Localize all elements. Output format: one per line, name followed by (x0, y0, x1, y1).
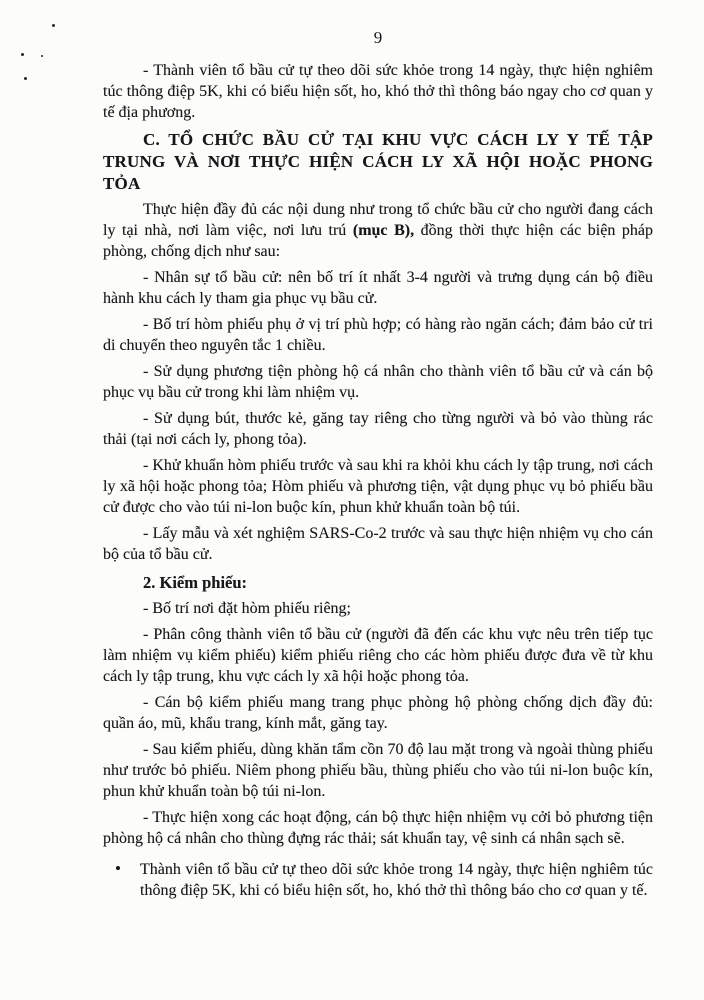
para-counting-staff-ppe-text: - Cán bộ kiểm phiếu mang trang phục phòng hộ phòng chống dịch đầy đủ: quần áo, mũ, khẩu trang, kính mắt, găng tay. (103, 694, 653, 732)
bullet-marker: • (115, 859, 121, 878)
para-self-monitor-intro (103, 60, 653, 123)
para-pens-rulers-gloves-text: - Sử dụng bút, thước kẻ, găng tay riêng cho từng người và bỏ vào thùng rác thải (tại nơi cách ly, phong tỏa). (103, 410, 653, 448)
subsection-2-vote-counting-heading (103, 572, 653, 593)
scan-artifact-dot (41, 55, 43, 57)
para-ppe-members (103, 361, 653, 403)
section-c-heading-text: C. TỔ CHỨC BẦU CỬ TẠI KHU VỰC CÁCH LY Y TẾ TẬP TRUNG VÀ NƠI THỰC HIỆN CÁCH LY XÃ HỘI HOẶC PHONG TỎA (103, 130, 653, 193)
para-staffing (103, 267, 653, 309)
para-sars-testing-text: - Lấy mẫu và xét nghiệm SARS-Co-2 trước và sau thực hiện nhiệm vụ cho cán bộ của tổ bầu cử. (103, 525, 653, 563)
para-self-monitor-intro-text: - Thành viên tổ bầu cử tự theo dõi sức khỏe trong 14 ngày, thực hiện nghiêm túc thông điệp 5K, khi có biểu hiện sốt, ho, khó thở thì thông báo ngay cho cơ quan y tế địa phương. (103, 62, 653, 121)
para-separate-ballot-box-location (103, 598, 653, 619)
para-pens-rulers-gloves (103, 408, 653, 450)
para-implementation-intro-text: đồng thời thực hiện các biện pháp phòng, chống dịch như sau: (103, 222, 654, 260)
page-number: 9 (373, 28, 383, 47)
section-c-heading (103, 129, 653, 195)
para-disinfect-ballot-box-text: - Khử khuẩn hòm phiếu trước và sau khi ra khỏi khu cách ly tập trung, nơi cách ly xã hội hoặc phong tỏa; Hòm phiếu và phương tiện, vật dụng phục vụ bỏ phiếu bầu cử được cho vào túi ni-lon buộc kín, phun khử khuẩn toàn bộ túi. (103, 457, 653, 516)
para-remove-ppe-sanitize-text: - Thực hiện xong các hoạt động, cán bộ thực hiện nhiệm vụ cởi bỏ phương tiện phòng hộ cá nhân cho thùng đựng rác thải; sát khuẩn tay, vệ sinh cá nhân sạch sẽ. (103, 809, 653, 847)
para-remove-ppe-sanitize (103, 807, 653, 849)
bullet-self-monitor-14-days (103, 859, 653, 901)
para-implementation-intro-text: Thực hiện đầy đủ các nội dung như trong tổ chức bầu cử cho người đang cách ly tại nhà, nơi làm việc, nơi lưu trú (103, 201, 653, 239)
para-assign-counting-members (103, 624, 653, 687)
scan-artifact-dot (24, 77, 27, 80)
subsection-2-vote-counting-heading-text: 2. Kiểm phiếu: (143, 573, 248, 592)
para-auxiliary-ballot-box (103, 314, 653, 356)
para-sars-testing (103, 523, 653, 565)
para-auxiliary-ballot-box-text: - Bố trí hòm phiếu phụ ở vị trí phù hợp; có hàng rào ngăn cách; đảm bảo cử tri di chuyển theo nguyên tắc 1 chiều. (103, 316, 653, 354)
bullet-self-monitor-14-days-text: Thành viên tổ bầu cử tự theo dõi sức khỏe trong 14 ngày, thực hiện nghiêm túc thông điệp 5K, khi có biểu hiện sốt, ho, khó thở thì thông báo cho cơ quan y tế. (140, 861, 653, 899)
para-counting-staff-ppe (103, 692, 653, 734)
para-separate-ballot-box-location-text: - Bố trí nơi đặt hòm phiếu riêng; (143, 600, 351, 617)
document-body (103, 60, 653, 906)
para-disinfect-ballot-box (103, 455, 653, 518)
para-ppe-members-text: - Sử dụng phương tiện phòng hộ cá nhân cho thành viên tổ bầu cử và cán bộ phục vụ bầu cử trong khi làm nhiệm vụ. (103, 363, 653, 401)
para-alcohol-wipe-seal-text: - Sau kiểm phiếu, dùng khăn tẩm cồn 70 độ lau mặt trong và ngoài thùng phiếu như trước bỏ phiếu. Niêm phong phiếu bầu, thùng phiếu cho vào túi ni-lon buộc kín, phun khử khuẩn toàn bộ túi ni-lon. (103, 741, 653, 800)
para-alcohol-wipe-seal (103, 739, 653, 802)
para-staffing-text: - Nhân sự tổ bầu cử: nên bố trí ít nhất 3-4 người và trưng dụng cán bộ điều hành khu cách ly tham gia phục vụ bầu cử. (103, 269, 653, 307)
para-implementation-intro (103, 199, 653, 262)
scan-artifact-dot (52, 24, 55, 27)
scan-artifact-dot (21, 53, 24, 56)
para-implementation-intro-text: (mục B), (352, 222, 415, 239)
para-assign-counting-members-text: - Phân công thành viên tổ bầu cử (người đã đến các khu vực nêu trên tiếp tục làm nhiệm vụ kiểm phiếu) kiểm phiếu riêng cho các hòm phiếu được đưa về từ khu cách ly tập trung, khu vực cách ly xã hội hoặc phong tỏa. (103, 626, 653, 685)
